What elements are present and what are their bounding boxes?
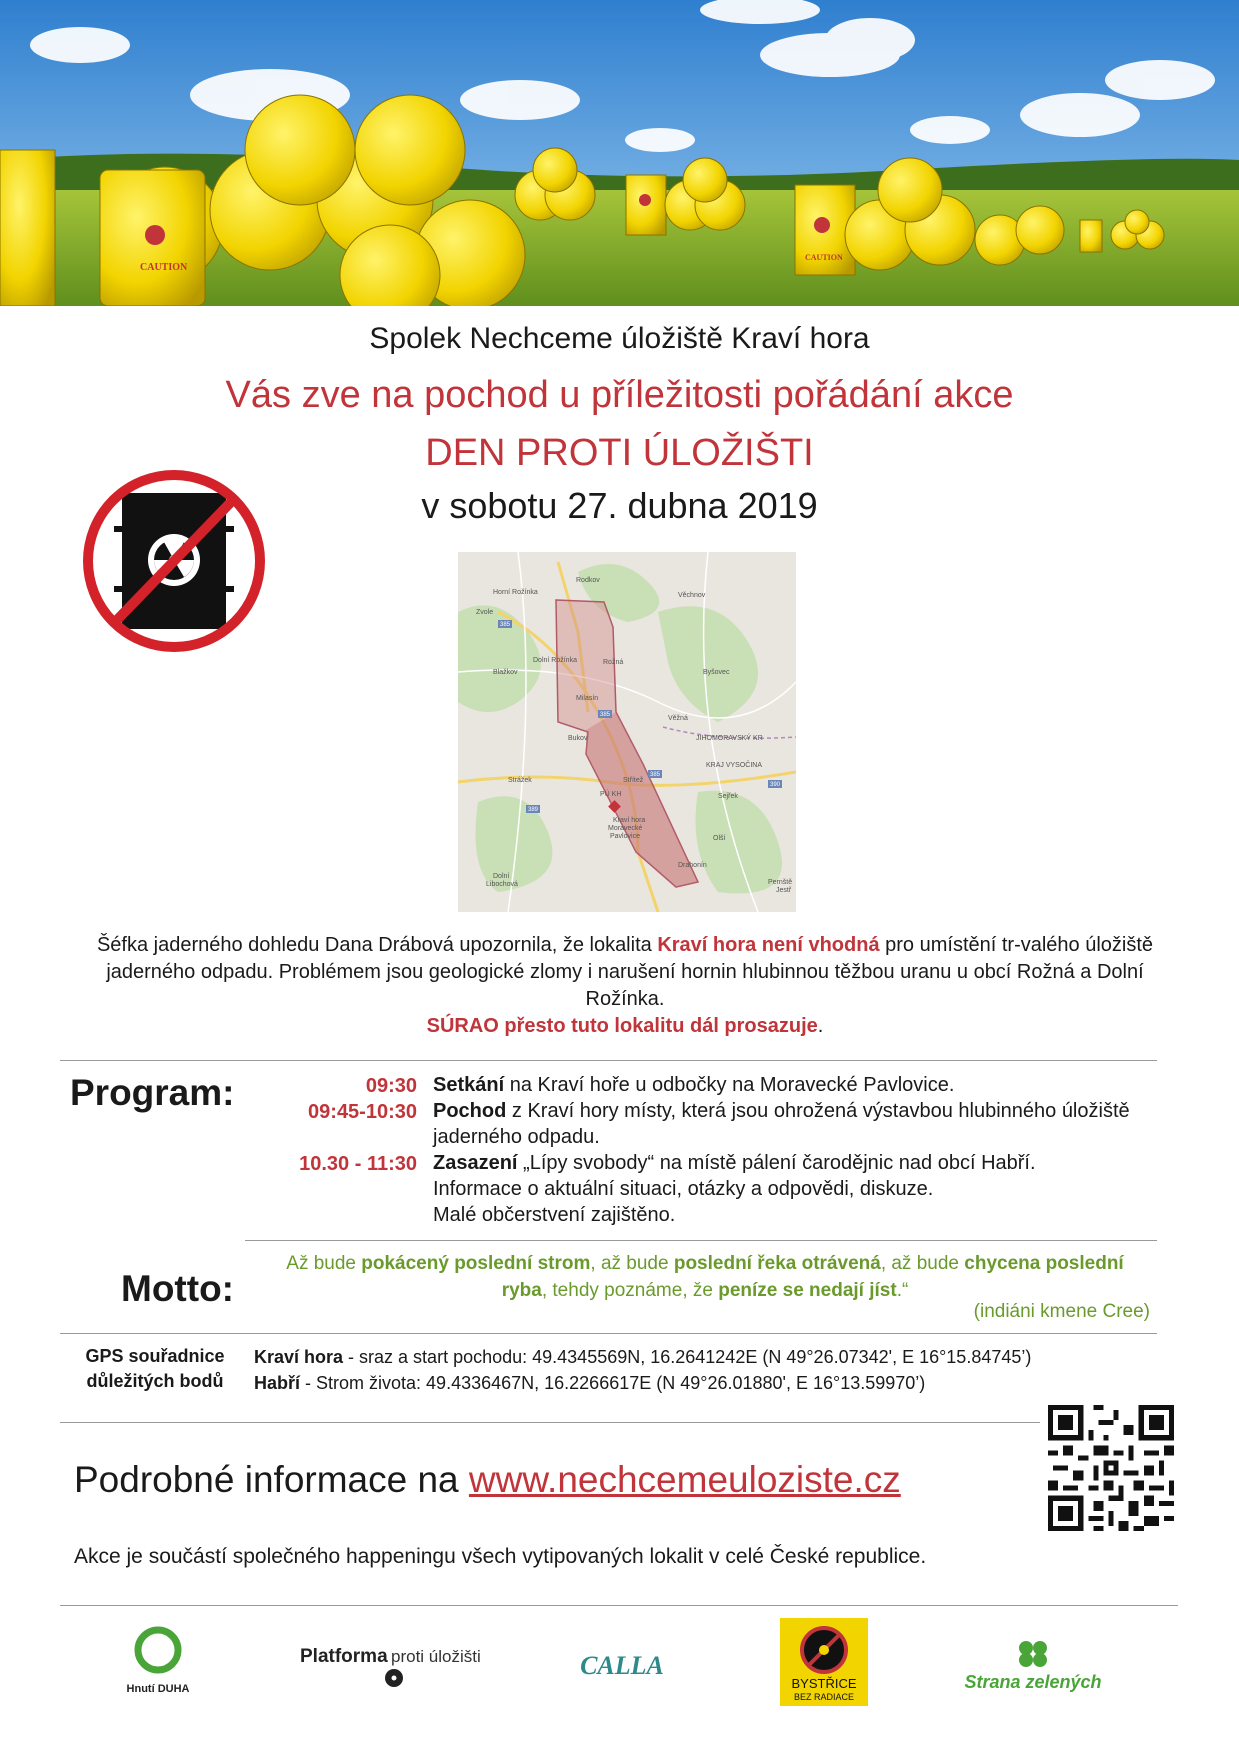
- footer-note: Akce je součástí společného happeningu všech vytipovaných lokalit v celé České republice.: [74, 1545, 927, 1568]
- program-item: Setkání na Kraví hoře u odbočky na Moravecké Pavlovice.: [433, 1074, 955, 1096]
- svg-text:Moravecké: Moravecké: [608, 825, 643, 832]
- program-extra: Malé občerstvení zajištěno.: [433, 1204, 676, 1226]
- program-item: Pochod z Kraví hory místy, která jsou ohrožená výstavbou hlubinného úložiště jaderného odpadu.: [433, 1100, 1130, 1148]
- svg-text:Dolní Rožínka: Dolní Rožínka: [533, 657, 577, 664]
- svg-text:Drahonín: Drahonín: [678, 862, 707, 869]
- svg-text:PÚ KH: PÚ KH: [600, 791, 622, 798]
- area-map: [458, 552, 796, 912]
- motto-source: (indiáni kmene Cree): [973, 1301, 1150, 1322]
- strana-zelenych-logo: [958, 1638, 1108, 1698]
- hero-barrels-image: [0, 0, 1239, 306]
- invitation-line: Vás zve na pochod u příležitosti pořádání akce: [225, 374, 1014, 416]
- svg-text:Platforma: Platforma: [300, 1646, 388, 1667]
- svg-text:BYSTŘICE: BYSTŘICE: [791, 1676, 857, 1691]
- qr-code[interactable]: [1048, 1405, 1174, 1531]
- gps-point: Kraví hora - sraz a start pochodu: 49.4345569N, 16.2641242E (N 49°26.07342', E 16°15.84745’): [254, 1347, 1032, 1367]
- divider: [60, 1060, 1157, 1061]
- motto-label: Motto:: [121, 1268, 234, 1309]
- svg-text:CALLA: CALLA: [580, 1651, 664, 1680]
- gps-point: Habří - Strom života: 49.4336467N, 16.2266617E (N 49°26.01880', E 16°13.59970’): [254, 1373, 926, 1393]
- program-item: Zasazení „Lípy svobody“ na místě pálení čarodějnic nad obcí Habří.: [433, 1152, 1036, 1174]
- bystrice-logo: [780, 1618, 868, 1706]
- svg-text:Pavlovice: Pavlovice: [610, 833, 640, 840]
- svg-text:Kraví hora: Kraví hora: [613, 817, 646, 824]
- svg-text:Strana zelených: Strana zelených: [964, 1672, 1102, 1692]
- gps-label: GPS souřadnice důležitých bodů: [85, 1346, 225, 1391]
- svg-text:JIHOMORAVSKÝ KR: JIHOMORAVSKÝ KR: [696, 735, 763, 742]
- divider: [245, 1240, 1157, 1241]
- svg-text:Strážek: Strážek: [508, 777, 532, 784]
- svg-text:Pernště: Pernště: [768, 879, 793, 886]
- motto-quote: Až bude pokácený poslední strom, až bude poslední řeka otrávená, až bude chycena poslední ryba, tehdy poznáme, že peníze se nedají jíst.“: [286, 1253, 1124, 1301]
- svg-text:Zvole: Zvole: [476, 609, 494, 616]
- svg-text:CAUTION: CAUTION: [140, 262, 188, 273]
- hnuti-duha-logo: [118, 1620, 198, 1700]
- svg-text:Blažkov: Blažkov: [493, 669, 518, 676]
- svg-text:proti úložišti: proti úložišti: [391, 1647, 481, 1666]
- website-link[interactable]: www.nechcemeuloziste.cz: [468, 1459, 901, 1500]
- event-title: DEN PROTI ÚLOŽIŠTI: [425, 432, 814, 474]
- svg-text:Bukov: Bukov: [568, 735, 588, 742]
- intro-paragraph: Šéfka jaderného dohledu Dana Drábová upozornila, že lokalita Kraví hora není vhodná pro umístění tr-valého úložiště jaderného odpadu. Problémem jsou geologické zlomy i narušení hornin hlubinnou těžbou uranu u obcí Rožná a Dolní Rožínka. SÚRAO přesto tuto lokalitu dál prosazuje.: [96, 934, 1154, 1037]
- divider: [60, 1333, 1157, 1334]
- program-label: Program:: [70, 1072, 235, 1113]
- svg-text:Sejřek: Sejřek: [718, 793, 738, 800]
- svg-text:KRAJ VYSOČINA: KRAJ VYSOČINA: [706, 762, 763, 769]
- calla-logo: [572, 1640, 672, 1690]
- svg-text:390: 390: [770, 782, 781, 788]
- organization-name: Spolek Nechceme úložiště Kraví hora: [369, 322, 870, 355]
- svg-text:Střítež: Střítež: [623, 777, 644, 784]
- divider: [60, 1605, 1178, 1606]
- svg-text:385: 385: [650, 772, 661, 778]
- program-time: 09:30: [365, 1075, 417, 1097]
- svg-text:Olší: Olší: [713, 835, 726, 842]
- svg-text:Věžná: Věžná: [668, 715, 688, 722]
- svg-text:Dolní: Dolní: [493, 873, 510, 880]
- divider: [60, 1422, 1040, 1423]
- svg-text:Horní Rožínka: Horní Rožínka: [493, 589, 538, 596]
- svg-text:385: 385: [600, 712, 611, 718]
- program-time: 09:45-10:30: [308, 1101, 417, 1123]
- svg-text:Rodkov: Rodkov: [576, 577, 600, 584]
- platforma-logo: [298, 1632, 488, 1692]
- no-nuclear-barrel-icon: [74, 468, 274, 654]
- svg-text:Jestř: Jestř: [776, 887, 792, 894]
- svg-text:Věchnov: Věchnov: [678, 592, 706, 599]
- svg-text:Byšovec: Byšovec: [703, 669, 730, 676]
- svg-text:Libochová: Libochová: [486, 881, 518, 888]
- svg-text:389: 389: [528, 807, 539, 813]
- svg-text:CAUTION: CAUTION: [805, 253, 843, 262]
- svg-text:BEZ RADIACE: BEZ RADIACE: [793, 1692, 855, 1702]
- more-info: Podrobné informace na www.nechcemeuloziste.cz: [74, 1459, 901, 1500]
- svg-text:Rožná: Rožná: [603, 659, 624, 666]
- svg-text:385: 385: [500, 622, 511, 628]
- program-time: 10.30 - 11:30: [299, 1153, 417, 1175]
- svg-text:Milasín: Milasín: [576, 695, 599, 702]
- program-extra: Informace o aktuální situaci, otázky a odpovědi, diskuze.: [433, 1178, 934, 1200]
- svg-text:Hnutí DUHA: Hnutí DUHA: [126, 1683, 190, 1695]
- event-date: v sobotu 27. dubna 2019: [421, 485, 818, 526]
